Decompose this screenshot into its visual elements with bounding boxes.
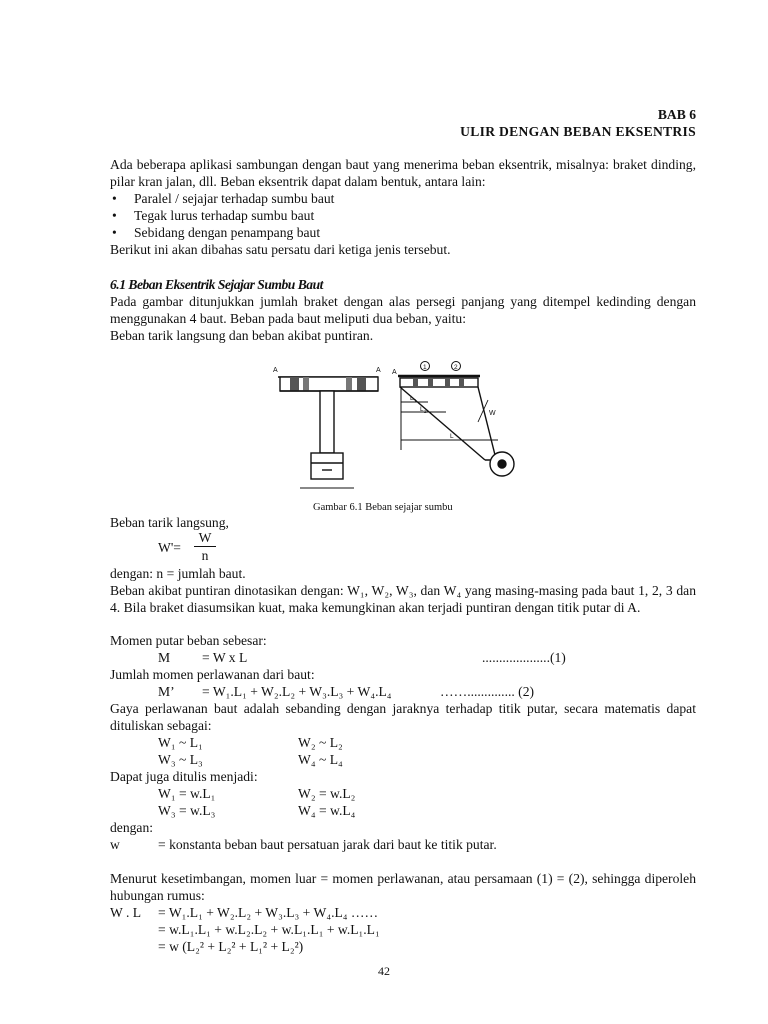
distance-l1-label: L xyxy=(410,395,414,402)
distance-l-label: L xyxy=(450,433,454,440)
bracket-front-view xyxy=(278,377,378,488)
bolt-1-label: 1 xyxy=(423,364,427,371)
lin-w3: W₃ = w.L₃ xyxy=(158,803,216,818)
final-line-1: = W₁.L₁ + W₂.L₂ + W₃.L₃ + W₄.L₄ …… xyxy=(158,905,379,920)
prop-w3: W₃ ~ L₃ xyxy=(158,752,203,767)
final-line-2: = w.L₁.L₁ + w.L₂.L₂ + w.L₁.L₁ + w.L₁.L₁ xyxy=(158,922,380,937)
prop-w1: W₁ ~ L₁ xyxy=(158,735,203,750)
section-paragraph: Pada gambar ditunjukkan jumlah braket dengan alas persegi panjang yang ditempel kedinding dengan menggunakan 4 baut. Beban pada baut meliputi dua beban, yaitu: xyxy=(110,294,696,326)
intro-closing: Berikut ini akan dibahas satu persatu dari ketiga jenis tersebut. xyxy=(110,242,451,257)
tarik-label: Beban tarik langsung, xyxy=(110,515,229,530)
final-line-3: = w (L₂² + L₂² + L₁² + L₂²) xyxy=(158,939,304,954)
point-a-label: A xyxy=(273,367,278,374)
point-a-label: A xyxy=(392,369,397,376)
section-heading: 6.1 Beban Eksentrik Sejajar Sumbu Baut xyxy=(110,277,323,292)
fraction-denominator: n xyxy=(201,548,209,563)
load-w-label: W xyxy=(489,410,496,417)
fraction-numerator: W xyxy=(194,529,216,547)
eq1-lhs: M xyxy=(158,650,171,665)
dengan-label: dengan: xyxy=(110,820,154,835)
eq2-ref: …….............. (2) xyxy=(440,684,535,699)
bullet-item: • Tegak lurus terhadap sumbu baut xyxy=(110,207,696,224)
bracket-figure xyxy=(270,360,540,490)
prop-w4: W₄ ~ L₄ xyxy=(298,752,343,767)
page-number: 42 xyxy=(378,964,390,978)
lin-w4: W₄ = w.L₄ xyxy=(298,803,356,818)
w-symbol: w xyxy=(110,837,120,852)
eq1-ref: ....................(1) xyxy=(482,650,566,665)
lin-w2: W₂ = w.L₂ xyxy=(298,786,356,801)
chapter-title: ULIR DENGAN BEBAN EKSENTRIS xyxy=(460,124,696,139)
eq2-lhs: M’ xyxy=(158,684,175,699)
distance-l2-label: L xyxy=(420,406,424,413)
menurut-paragraph: Menurut kesetimbangan, momen luar = momen perlawanan, atau persamaan (1) = (2), sehingga diperoleh hubungan rumus: xyxy=(110,871,696,903)
dapat-label: Dapat juga ditulis menjadi: xyxy=(110,769,258,784)
distance-l2-subscript: 2 xyxy=(424,409,427,414)
jumlah-label: Jumlah momen perlawanan dari baut: xyxy=(110,667,315,682)
point-a-label: A xyxy=(376,367,381,374)
w-definition: = konstanta beban baut persatuan jarak dari baut ke titik putar. xyxy=(158,837,497,852)
bolt-2-label: 2 xyxy=(454,364,458,371)
intro-paragraph: Ada beberapa aplikasi sambungan dengan baut yang menerima beban eksentrik, misalnya: braket dinding, pilar kran jalan, dll. Beban eksentrik dapat dalam bentuk, antara lain: xyxy=(110,157,696,189)
intro-bullet-list xyxy=(110,190,696,241)
bullet-item: • Sebidang dengan penampang baut xyxy=(110,224,696,241)
figure-caption: Gambar 6.1 Beban sejajar sumbu xyxy=(313,502,453,513)
chapter-number: BAB 6 xyxy=(657,107,696,122)
bullet-item: • Paralel / sejajar terhadap sumbu baut xyxy=(110,190,696,207)
eq1-rhs: = W x L xyxy=(202,650,248,665)
lin-w1: W₁ = w.L₁ xyxy=(158,786,216,801)
gaya-paragraph: Gaya perlawanan baut adalah sebanding dengan jaraknya terhadap titik putar, secara matematis dapat dituliskan sebagai: xyxy=(110,701,696,733)
section-paragraph-2: Beban tarik langsung dan beban akibat puntiran. xyxy=(110,328,374,343)
bracket-side-view xyxy=(398,362,514,477)
final-lhs: W . L xyxy=(110,905,142,920)
wprime-fraction xyxy=(194,529,216,564)
eq2-rhs: = W₁.L₁ + W₂.L₂ + W₃.L₃ + W₄.L₄ xyxy=(202,684,392,699)
prop-w2: W₂ ~ L₂ xyxy=(298,735,343,750)
wprime-lhs: W'= xyxy=(158,540,181,555)
distance-l1-subscript: 1 xyxy=(414,398,417,403)
dengan-n: dengan: n = jumlah baut. xyxy=(110,566,246,581)
momen-label: Momen putar beban sebesar: xyxy=(110,633,267,648)
puntiran-paragraph: Beban akibat puntiran dinotasikan dengan: W₁, W₂, W₃, dan W₄ yang masing-masing pada baut 1, 2, 3 dan 4. Bila braket diasumsikan kuat, maka kemungkinan akan terjadi puntiran dengan titik putar di A. xyxy=(110,583,696,615)
